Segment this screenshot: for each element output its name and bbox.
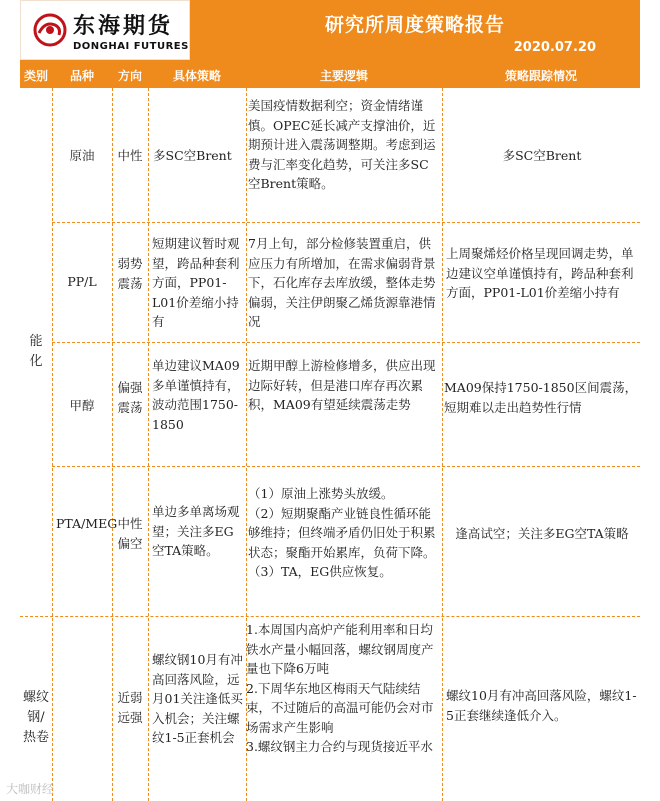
row3-tracking: MA09保持1750-1850区间震荡，短期难以走出趋势性行情 bbox=[444, 380, 638, 415]
row5-direction: 近弱远强 bbox=[117, 690, 143, 725]
row5-logic-line: 1.本周国内高炉产能利用率和日均铁水产量小幅回落，螺纹钢周度产量也下降6万吨 bbox=[246, 622, 434, 676]
row4-logic-line: （3）TA，EG供应恢复。 bbox=[248, 564, 392, 579]
header-product: 品种 bbox=[69, 69, 94, 83]
report-date: 2020.07.20 bbox=[513, 40, 596, 55]
row4-direction: 中性偏空 bbox=[117, 516, 143, 551]
row-divider bbox=[52, 342, 640, 343]
row1-strategy: 多SC空Brent bbox=[153, 148, 232, 163]
row5-logic-line: 2.下周华东地区梅雨天气陆续结束，不过随后的高温可能仍会对市场需求产生影响 bbox=[246, 680, 434, 735]
column-divider bbox=[112, 88, 113, 801]
row4-logic-line: （1）原油上涨势头放缓。 bbox=[248, 486, 394, 501]
row1-product: 原油 bbox=[69, 148, 95, 163]
header-category: 类别 bbox=[23, 69, 48, 83]
row1-direction: 中性 bbox=[117, 148, 143, 163]
row2-strategy: 短期建议暂时观望，跨品种套利方面，PP01-L01价差缩小持有 bbox=[152, 236, 240, 329]
header-strategy: 具体策略 bbox=[172, 69, 221, 83]
row4-tracking: 逢高试空；关注多EG空TA策略 bbox=[455, 526, 629, 541]
row1-tracking: 多SC空Brent bbox=[502, 148, 582, 163]
company-logo bbox=[20, 0, 190, 60]
strategy-table bbox=[20, 88, 640, 801]
header-logic: 主要逻辑 bbox=[319, 69, 368, 83]
column-divider bbox=[52, 88, 53, 801]
row5-strategy: 螺纹钢10月有冲高回落风险，远月01关注逢低买入机会；关注螺纹1-5正套机会 bbox=[152, 652, 243, 745]
row2-direction: 弱势震荡 bbox=[117, 256, 143, 291]
row-divider bbox=[52, 466, 640, 467]
row-divider bbox=[52, 222, 640, 223]
report-title: 研究所周度策略报告 bbox=[324, 14, 505, 36]
row4-product: PTA/MEG bbox=[56, 516, 118, 531]
row4-logic bbox=[248, 484, 440, 582]
table-header bbox=[20, 60, 640, 88]
header-direction: 方向 bbox=[117, 69, 142, 83]
logo-english-name: DONGHAI FUTURES bbox=[73, 41, 189, 52]
row2-product: PP/L bbox=[67, 274, 97, 289]
row3-strategy: 单边建议MA09多单谨慎持有，波动范围1750-1850 bbox=[152, 358, 240, 432]
column-divider bbox=[442, 88, 443, 801]
row3-logic: 近期甲醇上游检修增多，供应出现边际好转，但是港口库存再次累积，MA09有望延续震荡走势 bbox=[248, 358, 436, 412]
row4-logic-line: （2）短期聚酯产业链良性循环能够维持；但终端矛盾仍旧处于积累状态；聚酯开始累库，负荷下降。 bbox=[248, 505, 436, 560]
row5-logic bbox=[246, 620, 440, 757]
row3-product: 甲醇 bbox=[69, 398, 95, 413]
watermark: 大咖财经 bbox=[6, 782, 55, 796]
row-divider bbox=[20, 616, 640, 617]
row1-logic: 美国疫情数据利空；资金情绪谨慎。OPEC延长减产支撑油价，近期预计进入震荡调整期。考虑到运费与汇率变化趋势，可关注多SC空Brent策略。 bbox=[248, 98, 436, 191]
row2-logic: 7月上旬，部分检修装置重启，供应压力有所增加，在需求偏弱背景下，石化库存去库放缓，整体走势偏弱，关注伊朗聚乙烯货源靠港情况 bbox=[248, 236, 436, 329]
row4-strategy: 单边多单离场观望；关注多EG空TA策略。 bbox=[152, 504, 240, 558]
category-steel: 螺纹钢/热卷 bbox=[22, 690, 49, 745]
report-header bbox=[20, 0, 640, 60]
header-tracking: 策略跟踪情况 bbox=[504, 69, 577, 83]
column-divider bbox=[148, 88, 149, 801]
logo-chinese-name: 东海期货 bbox=[73, 14, 174, 39]
category-energy: 能化 bbox=[29, 334, 43, 369]
row5-tracking: 螺纹10月有冲高回落风险，螺纹1-5正套继续逢低介入。 bbox=[446, 688, 637, 723]
row2-tracking: 上周聚烯烃价格呈现回调走势，单边建议空单谨慎持有，跨品种套利方面，PP01-L01价差缩小持有 bbox=[446, 246, 634, 300]
donghai-logo-icon bbox=[33, 13, 67, 47]
row3-direction: 偏强震荡 bbox=[117, 380, 143, 415]
row5-logic-line: 3.螺纹钢主力合约与现货接近平水 bbox=[246, 739, 433, 754]
title-band bbox=[190, 0, 640, 60]
